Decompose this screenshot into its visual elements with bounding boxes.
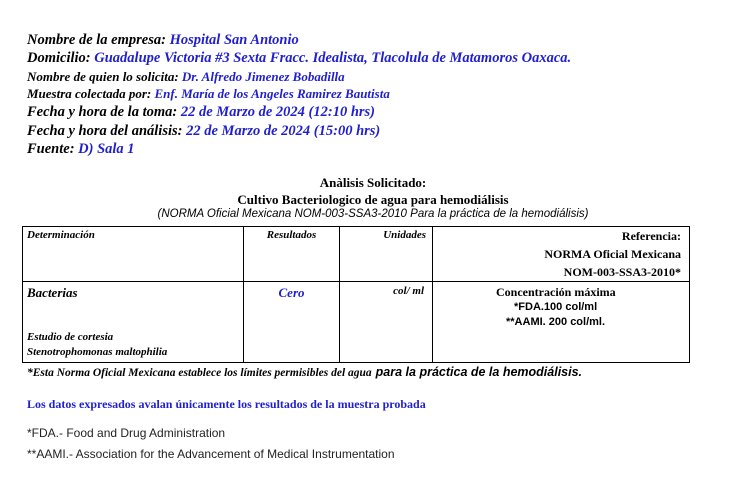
- colectada-label: Muestra colectada por:: [27, 86, 152, 101]
- header-determinacion: Determinación: [23, 227, 244, 282]
- fda-definition: *FDA.- Food and Drug Administration: [27, 426, 226, 440]
- organismo-nombre: Stenotrophomonas maltophilia: [27, 346, 168, 358]
- conc-aami: **AAMI. 200 col/ml.: [506, 316, 606, 328]
- toma-line: [27, 104, 375, 121]
- fuente-line: [27, 141, 135, 158]
- analisis-line: [27, 123, 380, 140]
- solicita-line: [27, 69, 345, 85]
- analysis-subtitle: Cultivo Bacteriologico de agua para hemodiálisis: [237, 192, 509, 207]
- fuente-label: Fuente:: [27, 141, 75, 157]
- norma-note-b: para la práctica de la hemodiálisis.: [375, 365, 583, 379]
- analysis-norma: (NORMA Oficial Mexicana NOM-003-SSA3-2010 Para la práctica de la hemodiálisis): [157, 208, 589, 220]
- cell-concentracion: [433, 282, 690, 363]
- conc-fda: *FDA.100 col/ml: [514, 301, 598, 313]
- toma-value: 22 de Marzo de 2024 (12:10 hrs): [180, 104, 375, 120]
- table-header-row: [23, 227, 690, 282]
- cell-resultado: Cero: [244, 282, 340, 363]
- ref-line-2: NORMA Oficial Mexicana: [544, 247, 681, 261]
- conc-title: Concentración máxima: [496, 285, 616, 299]
- empresa-line: [27, 32, 299, 49]
- domicilio-value: Guadalupe Victoria #3 Sexta Fracc. Idealista, Tlacolula de Matamoros Oaxaca.: [94, 50, 572, 66]
- colectada-value: Enf. María de los Angeles Ramirez Bautista: [154, 86, 390, 101]
- domicilio-label: Domicilio:: [27, 50, 91, 66]
- header-unidades: Unidades: [340, 227, 433, 282]
- analisis-label: Fecha y hora del análisis:: [27, 123, 183, 139]
- ref-line-1: Referencia:: [621, 229, 681, 243]
- colectada-line: [27, 86, 390, 102]
- estudio-cortesia: Estudio de cortesia: [27, 331, 114, 343]
- determinacion-bacterias: Bacterias: [27, 285, 78, 300]
- solicita-label: Nombre de quien lo solicita:: [27, 69, 179, 84]
- analisis-value: 22 de Marzo de 2024 (15:00 hrs): [186, 123, 381, 139]
- solicita-value: Dr. Alfredo Jimenez Bobadilla: [181, 69, 345, 84]
- results-table: [22, 226, 690, 363]
- empresa-label: Nombre de la empresa:: [27, 32, 166, 48]
- table-row: [23, 282, 690, 363]
- toma-label: Fecha y hora de la toma:: [27, 104, 178, 120]
- ref-line-3: NOM-003-SSA3-2010*: [563, 265, 681, 279]
- header-resultados: Resultados: [244, 227, 340, 282]
- cell-unidades: col/ ml: [340, 282, 433, 363]
- analysis-title: Anàlisis Solicitado:: [319, 175, 427, 190]
- norma-note-a: *Esta Norma Oficial Mexicana establece los límites permisibles del agua: [27, 367, 372, 379]
- norma-note: [27, 363, 582, 381]
- fuente-value: D) Sala 1: [78, 141, 135, 157]
- domicilio-line: [27, 50, 571, 67]
- cell-determinacion: [23, 282, 244, 363]
- aami-definition: **AAMI.- Association for the Advancement of Medical Instrumentation: [27, 447, 395, 461]
- avalan-note: Los datos expresados avalan únicamente los resultados de la muestra probada: [27, 397, 426, 411]
- header-referencia: [433, 227, 690, 282]
- empresa-value: Hospital San Antonio: [169, 32, 299, 48]
